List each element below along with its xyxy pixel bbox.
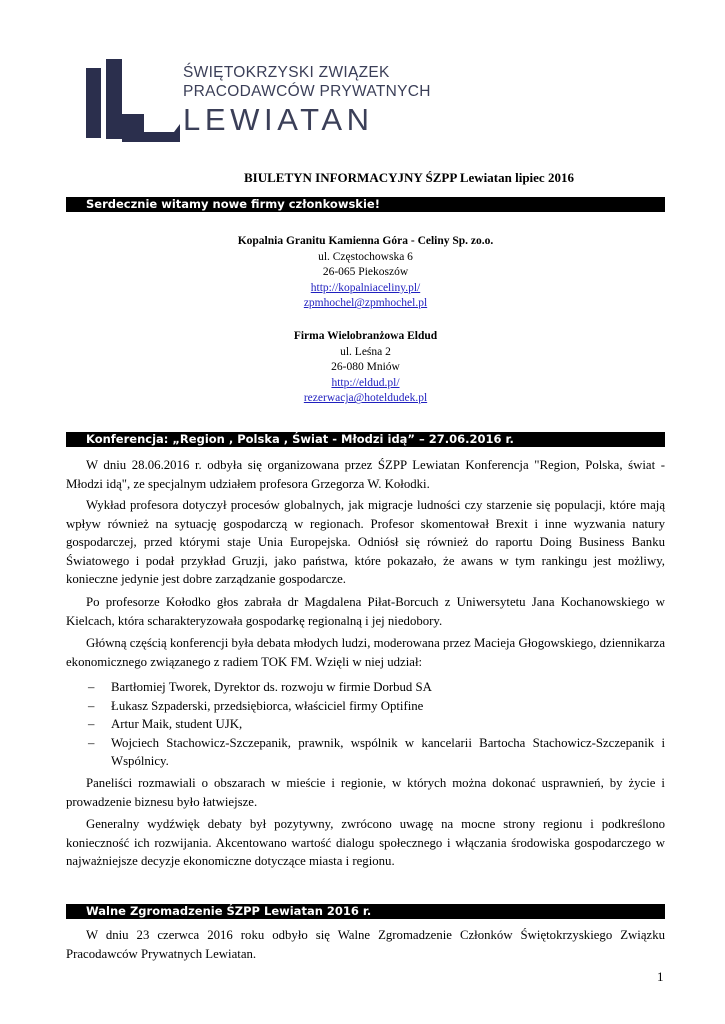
- company-name: Kopalnia Granitu Kamienna Góra - Celiny Sp. zo.o.: [237, 235, 494, 247]
- bullet-dash: –: [88, 735, 95, 750]
- list-item: [66, 678, 665, 697]
- section-header-assembly: Walne Zgromadzenie ŚZPP Lewiatan 2016 r.: [66, 904, 665, 919]
- list-item: [66, 715, 665, 734]
- company-email-link[interactable]: rezerwacja@hoteldudek.pl: [303, 392, 428, 405]
- company-website-link[interactable]: http://eldud.pl/: [331, 376, 400, 389]
- company-street: ul. Leśna 2: [340, 345, 391, 358]
- list-item: [66, 697, 665, 716]
- bullet-dash: –: [88, 698, 95, 713]
- company-city: 26-080 Mniów: [331, 361, 400, 374]
- paragraph: Paneliści rozmawiali o obszarach w mieście i regionie, w których można dokonać usprawnień, by życie i prowadzenie biznesu było łatwiejsze.: [66, 776, 665, 809]
- section-header-conference: Konferencja: „Region , Polska , Świat - Młodzi idą” – 27.06.2016 r.: [66, 432, 665, 447]
- logo-line-3: LEWIATAN: [183, 102, 374, 137]
- bullet-dash: –: [88, 717, 95, 732]
- bulletin-title: BIULETYN INFORMACYJNY ŚZPP Lewiatan lipiec 2016: [244, 170, 574, 185]
- paragraph: Generalny wydźwięk debaty był pozytywny, zwrócono uwagę na mocne strony regionu i podkreślono konieczność ich rozwijania. Akcentowano wartość dialogu społecznego i włączania środowiska gospodarczego w najważniejsze decyzje ekonomiczne dotyczące miasta i regionu.: [66, 817, 665, 869]
- logo-wordmark: [183, 63, 431, 137]
- list-item: [66, 734, 665, 771]
- section-header-welcome: Serdecznie witamy nowe firmy członkowskie!: [66, 197, 665, 212]
- logo-line-1: ŚWIĘTOKRZYSKI ZWIĄZEK: [183, 64, 390, 81]
- company-block: [66, 329, 665, 407]
- company-name: Firma Wielobranżowa Eldud: [293, 330, 438, 342]
- company-website-link[interactable]: http://kopalniaceliny.pl/: [310, 281, 421, 294]
- paragraph: Wykład profesora dotyczył procesów globalnych, jak migracje ludności czy starzenie się populacji, które mają wpływ również na sytuację gospodarczą w regionach. Profesor skomentował Brexit i inne wyzwania natury gospodarczej, przed którymi staje Unia Europejska. Odniósł się również do raportu Doing Business Banku Światowego i podał przykład Gruzji, jako państwa, które pokazało, że awans w tym rankingu jest możliwy, konieczne jedynie jest dobre zarządzanie gospodarcze.: [66, 498, 665, 587]
- paragraph: W dniu 23 czerwca 2016 roku odbyło się Walne Zgromadzenie Członków Świętokrzyskiego Związku Pracodawców Prywatnych Lewiatan.: [66, 928, 665, 961]
- participant: Wojciech Stachowicz-Szczepanik, prawnik, wspólnik w kancelarii Bartocha Stachowicz-Szczepanik i Wspólnicy.: [111, 735, 665, 769]
- participant: Łukasz Szpaderski, przedsiębiorca, właściciel firmy Optifine: [111, 698, 424, 713]
- participant: Bartłomiej Tworek, Dyrektor ds. rozwoju w firmie Dorbud SA: [111, 680, 432, 694]
- paragraph: Po profesorze Kołodko głos zabrała dr Magdalena Piłat-Borcuch z Uniwersytetu Jana Kochanowskiego w Kielcach, która scharakteryzowała gospodarkę regionalną i jej niedobory.: [66, 595, 665, 628]
- company-city: 26-065 Piekoszów: [322, 266, 409, 279]
- bullet-dash: –: [88, 680, 95, 694]
- company-street: ul. Częstochowska 6: [318, 250, 413, 263]
- page-number: 1: [657, 969, 664, 984]
- company-email-link[interactable]: zpmhochel@zpmhochel.pl: [303, 297, 428, 310]
- participant: Artur Maik, student UJK,: [111, 717, 243, 732]
- paragraph: Główną częścią konferencji była debata młodych ludzi, moderowana przez Macieja Głogowskiego, dziennikarza ekonomicznego związanego z radiem TOK FM. Wzięli w niej udział:: [66, 636, 665, 669]
- company-block: [66, 234, 665, 312]
- participants-list: [66, 678, 665, 771]
- logo-line-2: PRACODAWCÓW PRYWATNYCH: [183, 83, 431, 100]
- paragraph: W dniu 28.06.2016 r. odbyła się organizowana przez ŚZPP Lewiatan Konferencja "Region, Polska, świat - Młodzi idą", ze specjalnym udziałem profesora Grzegorza W. Kołodki.: [66, 458, 665, 491]
